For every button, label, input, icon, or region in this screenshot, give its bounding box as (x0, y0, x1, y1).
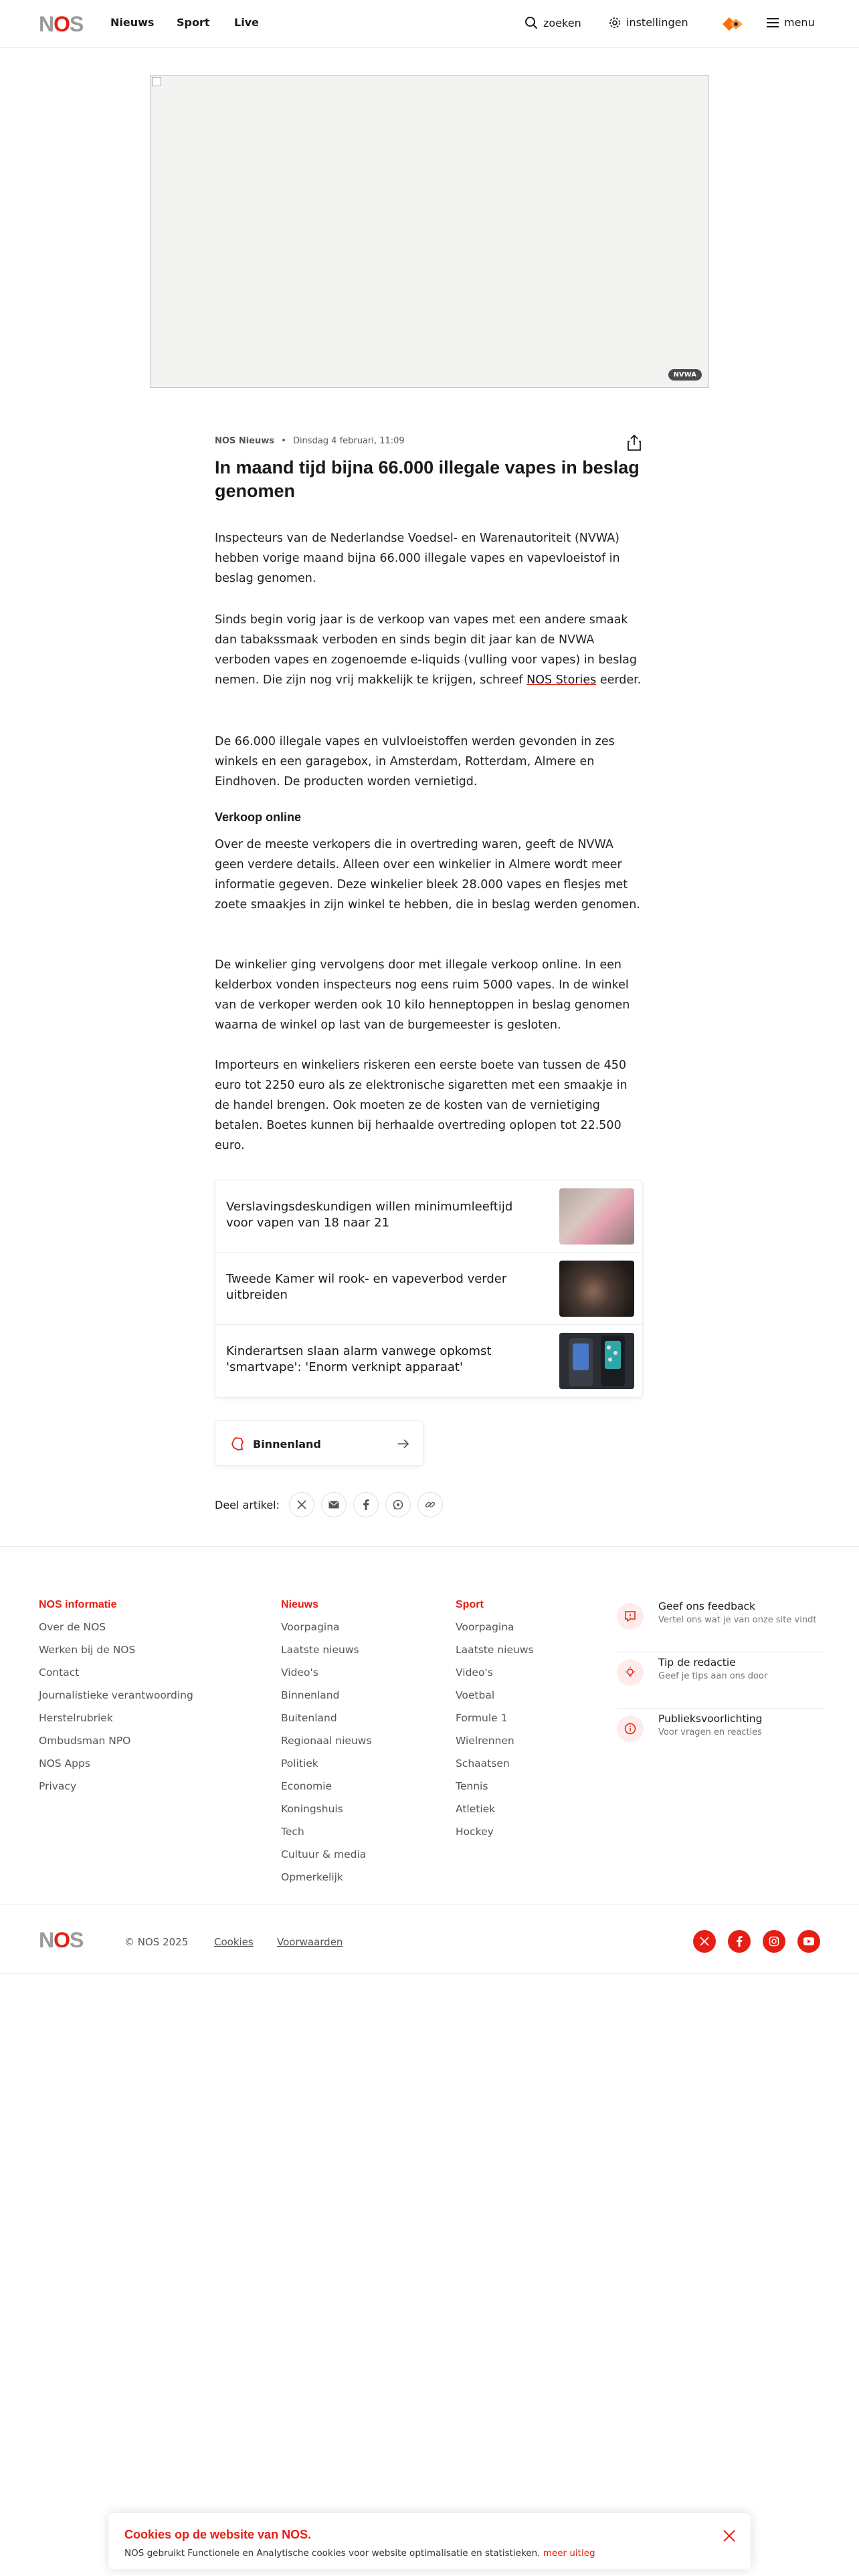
smartvape-illustration-icon (559, 1333, 634, 1389)
footer-link[interactable]: Voorpagina (281, 1621, 340, 1633)
related-articles (215, 1180, 643, 1398)
social-youtube-button[interactable] (797, 1930, 820, 1953)
feedback-box[interactable] (617, 1599, 826, 1652)
share-x-button[interactable] (289, 1492, 314, 1517)
footer-box-subtitle: Geef je tips aan ons door (658, 1671, 768, 1681)
related-article-3[interactable] (215, 1325, 642, 1397)
footer-heading: NOS informatie (39, 1599, 117, 1610)
footer-box-subtitle: Voor vragen en reacties (658, 1727, 762, 1737)
related-title: Verslavingsdeskundigen willen minimumleeftijd voor vapen van 18 naar 21 (226, 1200, 513, 1230)
netherlands-map-icon (230, 1436, 245, 1451)
nos-logo[interactable]: NOS (39, 12, 84, 36)
footer-link[interactable]: Koningshuis (281, 1803, 343, 1815)
youtube-icon (803, 1937, 815, 1946)
article-paragraph: Over de meeste verkopers die in overtreding waren, geeft de NVWA geen verdere details. Alleen over een winkelier in Almere wordt meer informatie gegeven. Deze winkelier bleek 28.000 vapes en flesjes met zoete smaakjes in zijn winkel te hebben, die in beslag werden genomen. (215, 838, 640, 911)
footer-box-title: Tip de redactie (658, 1656, 736, 1669)
footer-link[interactable]: Video's (281, 1667, 318, 1679)
footer-link[interactable]: Video's (456, 1667, 493, 1679)
arrow-right-icon (397, 1438, 409, 1449)
footer-col-sport (456, 1599, 534, 1848)
copyright: © NOS 2025 (124, 1936, 189, 1948)
cookies-link[interactable]: Cookies (214, 1936, 254, 1948)
footer-link[interactable]: Contact (39, 1667, 80, 1679)
cookie-banner-title: Cookies op de website van NOS. (124, 2528, 312, 2541)
share-icon[interactable] (626, 433, 642, 452)
footer-link[interactable]: Werken bij de NOS (39, 1644, 136, 1656)
related-thumbnail (559, 1261, 634, 1317)
share-copy-link-button[interactable] (417, 1492, 443, 1517)
footer-link[interactable]: Binnenland (281, 1689, 340, 1701)
footer-link[interactable]: Laatste nieuws (281, 1644, 359, 1656)
footer-link[interactable]: Tennis (456, 1780, 488, 1792)
lightbulb-icon (617, 1659, 644, 1686)
footer-heading: Nieuws (281, 1599, 319, 1610)
article-paragraph: De 66.000 illegale vapes en vulvloeistoffen werden gevonden in zes winkels en een garagebox, in Amsterdam, Rotterdam, Almere en Eindhoven. De producten worden vernietigd. (215, 735, 615, 788)
facebook-icon (363, 1499, 369, 1510)
footer-link[interactable]: Privacy (39, 1780, 77, 1792)
share-email-button[interactable] (321, 1492, 347, 1517)
related-title: Tweede Kamer wil rook- en vapeverbod verder uitbreiden (226, 1272, 507, 1302)
article-paragraph: Inspecteurs van de Nederlandse Voedsel- en Warenautoriteit (NVWA) hebben vorige maand bijna 66.000 illegale vapes en vapevloeistof in beslag genomen. (215, 532, 620, 585)
whatsapp-icon (393, 1499, 403, 1510)
related-article-1[interactable] (215, 1180, 642, 1253)
related-thumbnail (559, 1333, 634, 1389)
search-label: zoeken (543, 16, 581, 29)
related-title: Kinderartsen slaan alarm vanwege opkomst 'smartvape': 'Enorm verknipt apparaat' (226, 1344, 492, 1374)
broken-image-icon (152, 77, 161, 86)
nav-sport[interactable]: Sport (177, 16, 210, 29)
footer-link[interactable]: Voorpagina (456, 1621, 514, 1633)
footer-col-nos-informatie (39, 1599, 193, 1802)
search-icon (524, 16, 538, 29)
footer-box-title: Geef ons feedback (658, 1600, 755, 1612)
hamburger-icon (767, 18, 779, 27)
article-subheading: Verkoop online (215, 811, 302, 824)
npo-logo-icon[interactable] (720, 15, 744, 33)
footer-link[interactable]: Opmerkelijk (281, 1871, 343, 1883)
social-instagram-button[interactable] (763, 1930, 785, 1953)
social-facebook-button[interactable] (728, 1930, 751, 1953)
article-paragraph: Importeurs en winkeliers riskeren een eerste boete van tussen de 450 euro tot 2250 euro als ze elektronische sigaretten met een smaakje in de handel brengen. Ook moeten ze de kosten van de vernietiging betalen. Boetes kunnen bij herhaalde overtreding oplopen tot 22.500 euro. (215, 1059, 628, 1152)
footer-link[interactable]: Voetbal (456, 1689, 495, 1701)
search-button[interactable] (524, 16, 581, 29)
footer-bottom-bar (0, 1905, 859, 1974)
gear-icon (609, 17, 621, 29)
article-paragraph: Sinds begin vorig jaar is de verkoop van vapes met een andere smaak dan tabakssmaak verboden en sinds begin dit jaar kan de NVWA verboden vapes en zogenoemde e-liquids (vulling voor vapes) in beslag nemen. Die zijn nog vrij makkelijk te krijgen, schreef NOS Stories eerder. (215, 613, 642, 687)
footer-link[interactable]: Journalistieke verantwoording (39, 1689, 193, 1701)
footer-link[interactable]: Atletiek (456, 1803, 496, 1815)
nav-live[interactable]: Live (234, 16, 259, 29)
terms-link[interactable]: Voorwaarden (277, 1936, 343, 1948)
nos-stories-link[interactable]: NOS Stories (527, 673, 597, 687)
info-box[interactable] (617, 1711, 826, 1765)
article-paragraph: De winkelier ging vervolgens door met illegale verkoop online. In een kelderbox vonden inspecteurs nog eens ruim 5000 vapes. In de winkel van de verkoper werden ook 10 kilo henneptoppen in beslag genomen waarna de winkel op last van de burgemeester is gesloten. (215, 958, 630, 1032)
cookie-more-info-link[interactable]: meer uitleg (543, 2548, 595, 2559)
footer-link[interactable]: Hockey (456, 1826, 494, 1838)
footer-link[interactable]: Politiek (281, 1757, 318, 1769)
settings-label: instellingen (626, 16, 688, 29)
related-article-2[interactable] (215, 1253, 642, 1325)
hero-image (150, 75, 709, 388)
cookie-banner (108, 2513, 751, 2569)
article-title: In maand tijd bijna 66.000 illegale vapes in beslag genomen (215, 457, 640, 501)
close-icon[interactable] (721, 2528, 737, 2544)
share-bar (215, 1491, 450, 1518)
x-icon (297, 1500, 306, 1509)
x-icon (700, 1937, 709, 1946)
footer-col-nieuws (281, 1599, 372, 1893)
tip-box[interactable] (617, 1655, 826, 1709)
footer-link[interactable]: Schaatsen (456, 1757, 510, 1769)
article-meta (215, 436, 643, 446)
facebook-icon (736, 1936, 743, 1947)
footer-link[interactable]: NOS Apps (39, 1757, 90, 1769)
article-source: NOS Nieuws (215, 436, 274, 446)
mail-icon (328, 1501, 339, 1509)
menu-label: menu (784, 16, 815, 29)
footer-link[interactable]: Regionaal nieuws (281, 1735, 372, 1747)
footer-link[interactable]: Herstelrubriek (39, 1712, 113, 1724)
footer-link[interactable]: Over de NOS (39, 1621, 106, 1633)
footer-link[interactable]: Wielrennen (456, 1735, 514, 1747)
footer-nos-logo[interactable]: NOS (39, 1928, 84, 1952)
share-whatsapp-button[interactable] (385, 1492, 411, 1517)
footer-link[interactable]: Economie (281, 1780, 332, 1792)
social-x-button[interactable] (693, 1930, 716, 1953)
link-icon (425, 1499, 436, 1510)
article-date: Dinsdag 4 februari, 11:09 (292, 436, 405, 446)
meta-separator: • (281, 436, 286, 446)
menu-button[interactable] (767, 16, 815, 29)
info-icon (617, 1715, 644, 1742)
footer-box-subtitle: Vertel ons wat je van onze site vindt (658, 1615, 817, 1625)
feedback-icon (617, 1603, 644, 1630)
footer-link[interactable]: Cultuur & media (281, 1848, 367, 1860)
image-credit-badge: NVWA (668, 369, 702, 381)
category-tag-label: Binnenland (253, 1438, 321, 1451)
footer-box-title: Publieksvoorlichting (658, 1713, 763, 1725)
nav-nieuws[interactable]: Nieuws (110, 16, 155, 29)
footer-heading: Sport (456, 1599, 484, 1610)
instagram-icon (769, 1936, 779, 1947)
share-facebook-button[interactable] (353, 1492, 379, 1517)
related-thumbnail (559, 1188, 634, 1245)
footer-link[interactable]: Formule 1 (456, 1712, 508, 1724)
footer-link[interactable]: Ombudsman NPO (39, 1735, 131, 1747)
footer-link[interactable]: Tech (281, 1826, 304, 1838)
share-label: Deel artikel: (215, 1498, 280, 1511)
footer-link[interactable]: Buitenland (281, 1712, 337, 1724)
category-tag-binnenland[interactable] (215, 1420, 423, 1466)
site-header (0, 0, 859, 48)
cookie-banner-text: NOS gebruikt Functionele en Analytische cookies voor website optimalisatie en statistieken. meer uitleg (124, 2548, 595, 2559)
footer-link[interactable]: Laatste nieuws (456, 1644, 534, 1656)
settings-button[interactable] (609, 16, 688, 29)
